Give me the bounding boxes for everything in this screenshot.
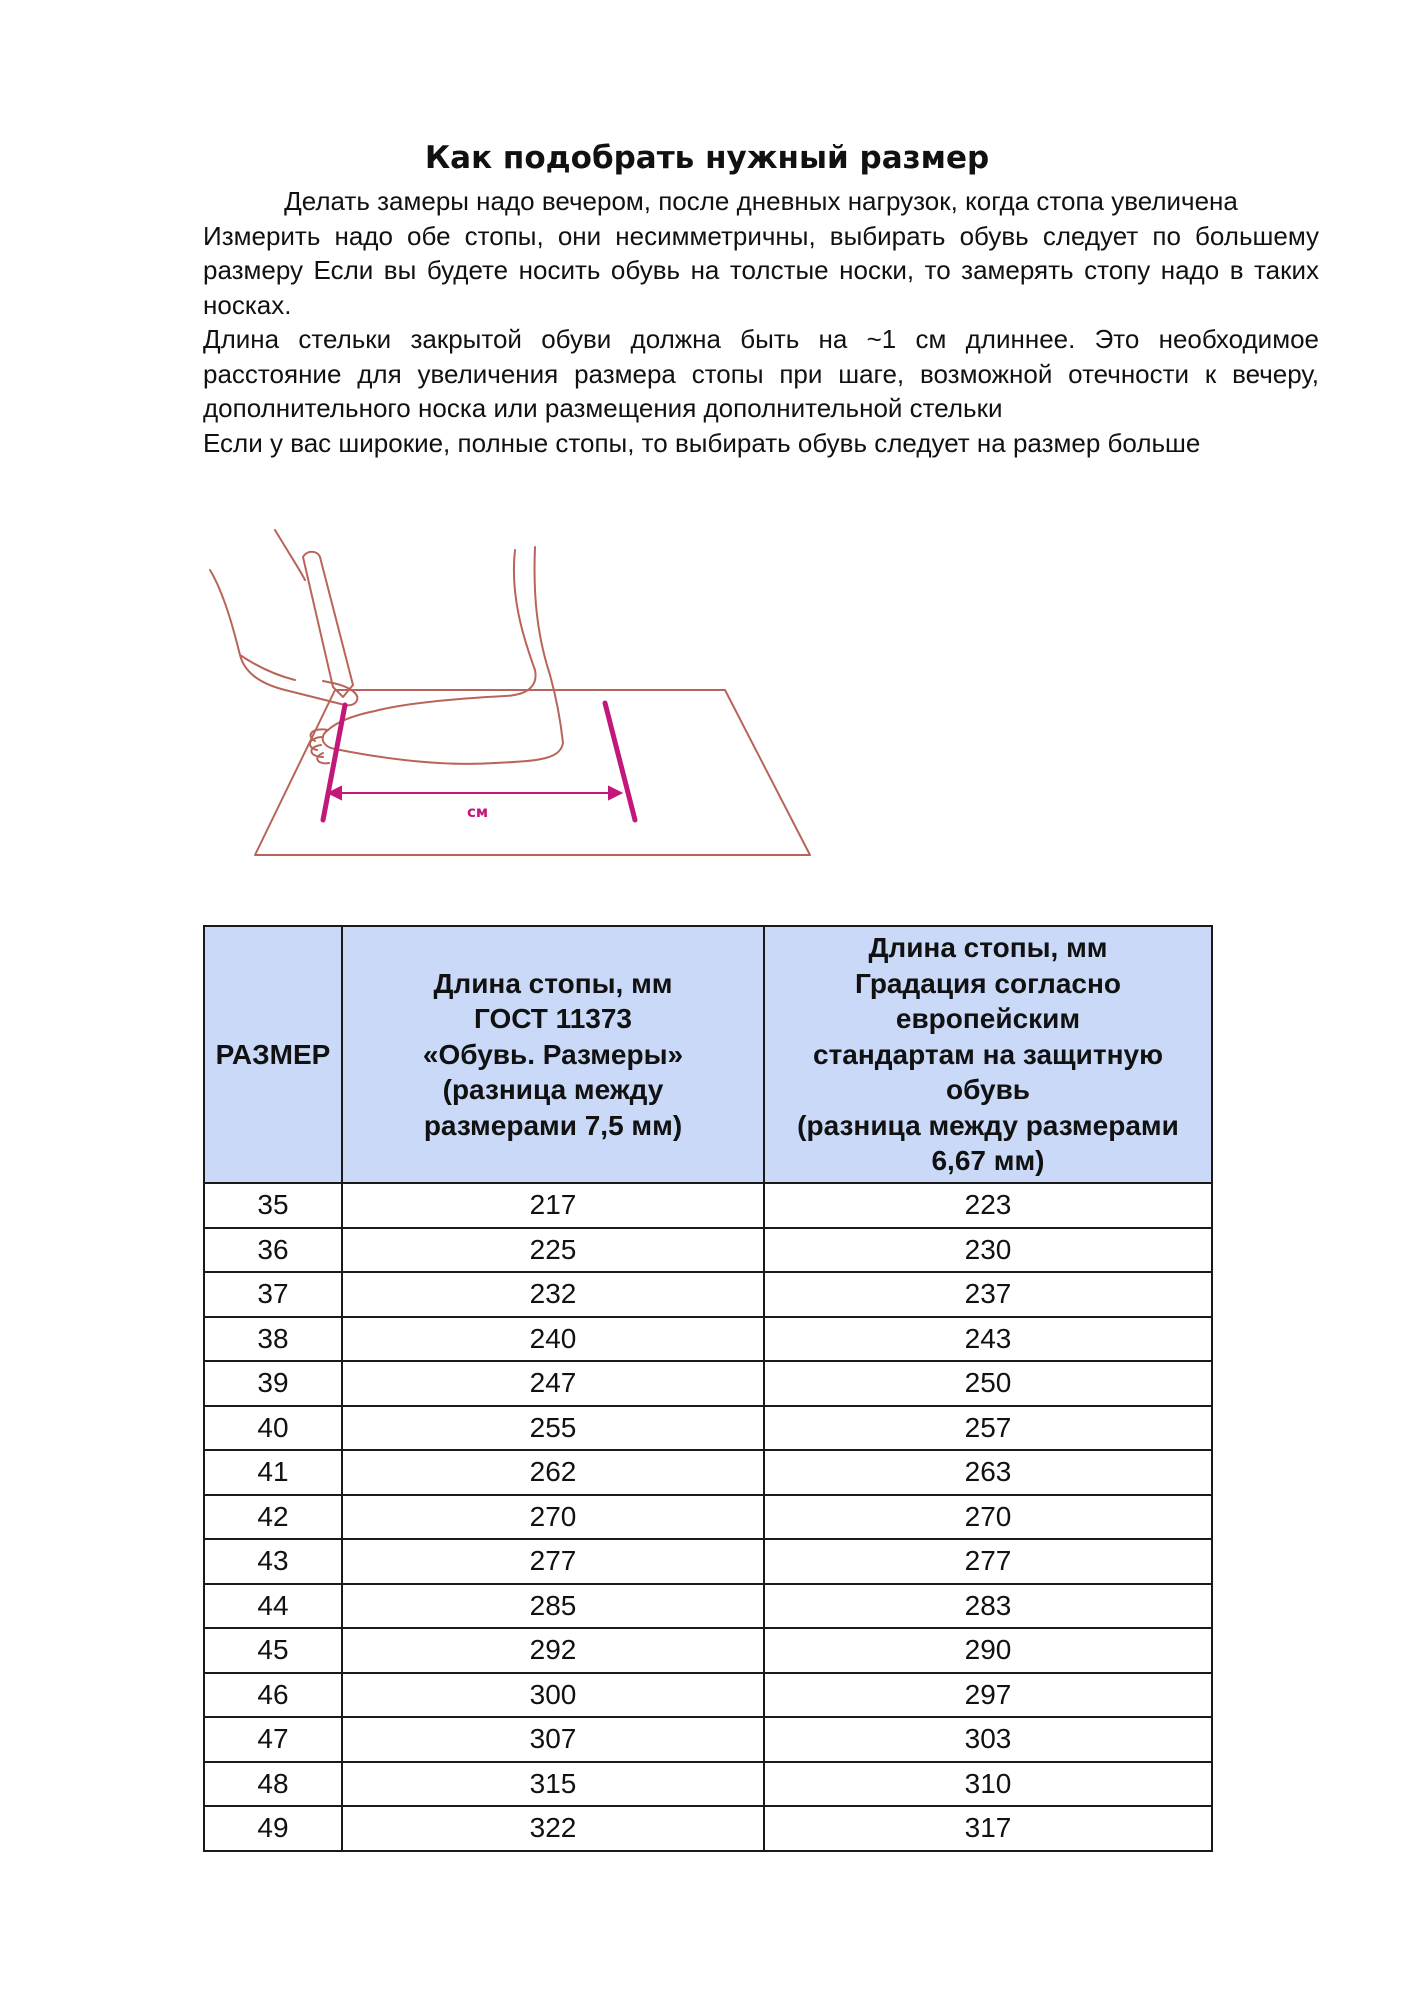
cell-eu: 277 xyxy=(764,1539,1212,1584)
cell-gost: 285 xyxy=(342,1584,764,1629)
intro-text xyxy=(203,184,1319,460)
cell-gost: 225 xyxy=(342,1228,764,1273)
intro-paragraph-1: Делать замеры надо вечером, после дневных нагрузок, когда стопа увеличена xyxy=(284,186,1238,216)
table-row xyxy=(204,1183,1212,1228)
cell-gost: 217 xyxy=(342,1183,764,1228)
header-gost-line: размерами 7,5 мм) xyxy=(423,1109,683,1141)
foot-measurement-illustration xyxy=(205,525,825,865)
cell-gost: 300 xyxy=(342,1673,764,1718)
cell-size: 37 xyxy=(204,1272,342,1317)
cell-size: 40 xyxy=(204,1406,342,1451)
heel-marker-line xyxy=(605,703,635,820)
cell-gost: 232 xyxy=(342,1272,764,1317)
cell-eu: 290 xyxy=(764,1628,1212,1673)
arrow-head-right xyxy=(609,787,621,799)
table-row xyxy=(204,1272,1212,1317)
cell-eu: 303 xyxy=(764,1717,1212,1762)
cell-gost: 315 xyxy=(342,1762,764,1807)
cell-size: 49 xyxy=(204,1806,342,1851)
foot-outline xyxy=(323,547,563,764)
table-row xyxy=(204,1317,1212,1362)
cell-size: 44 xyxy=(204,1584,342,1629)
cell-gost: 240 xyxy=(342,1317,764,1362)
cell-size: 48 xyxy=(204,1762,342,1807)
cell-size: 36 xyxy=(204,1228,342,1273)
table-row xyxy=(204,1361,1212,1406)
table-row xyxy=(204,1628,1212,1673)
cell-gost: 270 xyxy=(342,1495,764,1540)
table-row xyxy=(204,1228,1212,1273)
table-row xyxy=(204,1762,1212,1807)
header-eu-line: Градация согласно xyxy=(855,967,1121,999)
table-row xyxy=(204,1717,1212,1762)
intro-paragraph-4: Если у вас широкие, полные стопы, то выбирать обувь следует на размер больше xyxy=(203,427,1201,458)
header-eu-line: обувь xyxy=(945,1074,1031,1106)
cell-size: 47 xyxy=(204,1717,342,1762)
cell-eu: 230 xyxy=(764,1228,1212,1273)
cell-size: 38 xyxy=(204,1317,342,1362)
cell-size: 45 xyxy=(204,1628,342,1673)
table-header-row xyxy=(204,926,1212,1183)
header-gost-line: ГОСТ 11373 xyxy=(473,1003,632,1035)
cell-eu: 270 xyxy=(764,1495,1212,1540)
header-eu-line: 6,67 мм) xyxy=(931,1145,1045,1177)
table-row xyxy=(204,1539,1212,1584)
table-row xyxy=(204,1495,1212,1540)
cell-gost: 322 xyxy=(342,1806,764,1851)
cell-gost: 247 xyxy=(342,1361,764,1406)
cell-gost: 277 xyxy=(342,1539,764,1584)
table-row xyxy=(204,1584,1212,1629)
size-table xyxy=(203,925,1213,1852)
cell-gost: 307 xyxy=(342,1717,764,1762)
header-eu xyxy=(764,926,1212,1183)
cell-eu: 310 xyxy=(764,1762,1212,1807)
header-gost-line: (разница между xyxy=(442,1074,664,1106)
page-title: Как подобрать нужный размер xyxy=(424,140,990,176)
header-eu-line: (разница между размерами xyxy=(797,1109,1179,1141)
cell-size: 41 xyxy=(204,1450,342,1495)
cell-size: 42 xyxy=(204,1495,342,1540)
cell-size: 43 xyxy=(204,1539,342,1584)
header-gost-line: Длина стопы, мм xyxy=(433,967,673,999)
table-row xyxy=(204,1806,1212,1851)
cell-eu: 317 xyxy=(764,1806,1212,1851)
cell-eu: 297 xyxy=(764,1673,1212,1718)
cell-eu: 263 xyxy=(764,1450,1212,1495)
paper-sheet xyxy=(255,690,810,855)
pencil-outline xyxy=(303,552,353,697)
cell-eu: 250 xyxy=(764,1361,1212,1406)
header-eu-line: европейским xyxy=(895,1003,1081,1035)
header-eu-line: стандартам на защитную xyxy=(813,1038,1163,1070)
table-row xyxy=(204,1406,1212,1451)
cell-size: 39 xyxy=(204,1361,342,1406)
cell-eu: 257 xyxy=(764,1406,1212,1451)
intro-paragraph-3: Длина стельки закрытой обуви должна быть на ~1 см длиннее. Это необходимое расстояние для увеличения размера стопы при шаге, возможной отечности к вечеру, дополнительного носка или размещения дополнительной стельки xyxy=(203,324,1319,423)
cell-eu: 243 xyxy=(764,1317,1212,1362)
header-gost xyxy=(342,926,764,1183)
cell-size: 35 xyxy=(204,1183,342,1228)
cell-gost: 292 xyxy=(342,1628,764,1673)
cell-eu: 223 xyxy=(764,1183,1212,1228)
header-gost-line: «Обувь. Размеры» xyxy=(422,1038,684,1070)
header-eu-line: Длина стопы, мм xyxy=(868,932,1108,964)
header-size: РАЗМЕР xyxy=(204,926,342,1183)
cell-eu: 237 xyxy=(764,1272,1212,1317)
cell-gost: 255 xyxy=(342,1406,764,1451)
table-row xyxy=(204,1673,1212,1718)
cell-eu: 283 xyxy=(764,1584,1212,1629)
intro-paragraph-2: Измерить надо обе стопы, они несимметричны, выбирать обувь следует по большему размеру Если вы будете носить обувь на толстые носки, то замерять стопу надо в таких носках. xyxy=(203,220,1319,320)
cell-size: 46 xyxy=(204,1673,342,1718)
measure-label: см xyxy=(467,803,489,821)
table-row xyxy=(204,1450,1212,1495)
cell-gost: 262 xyxy=(342,1450,764,1495)
